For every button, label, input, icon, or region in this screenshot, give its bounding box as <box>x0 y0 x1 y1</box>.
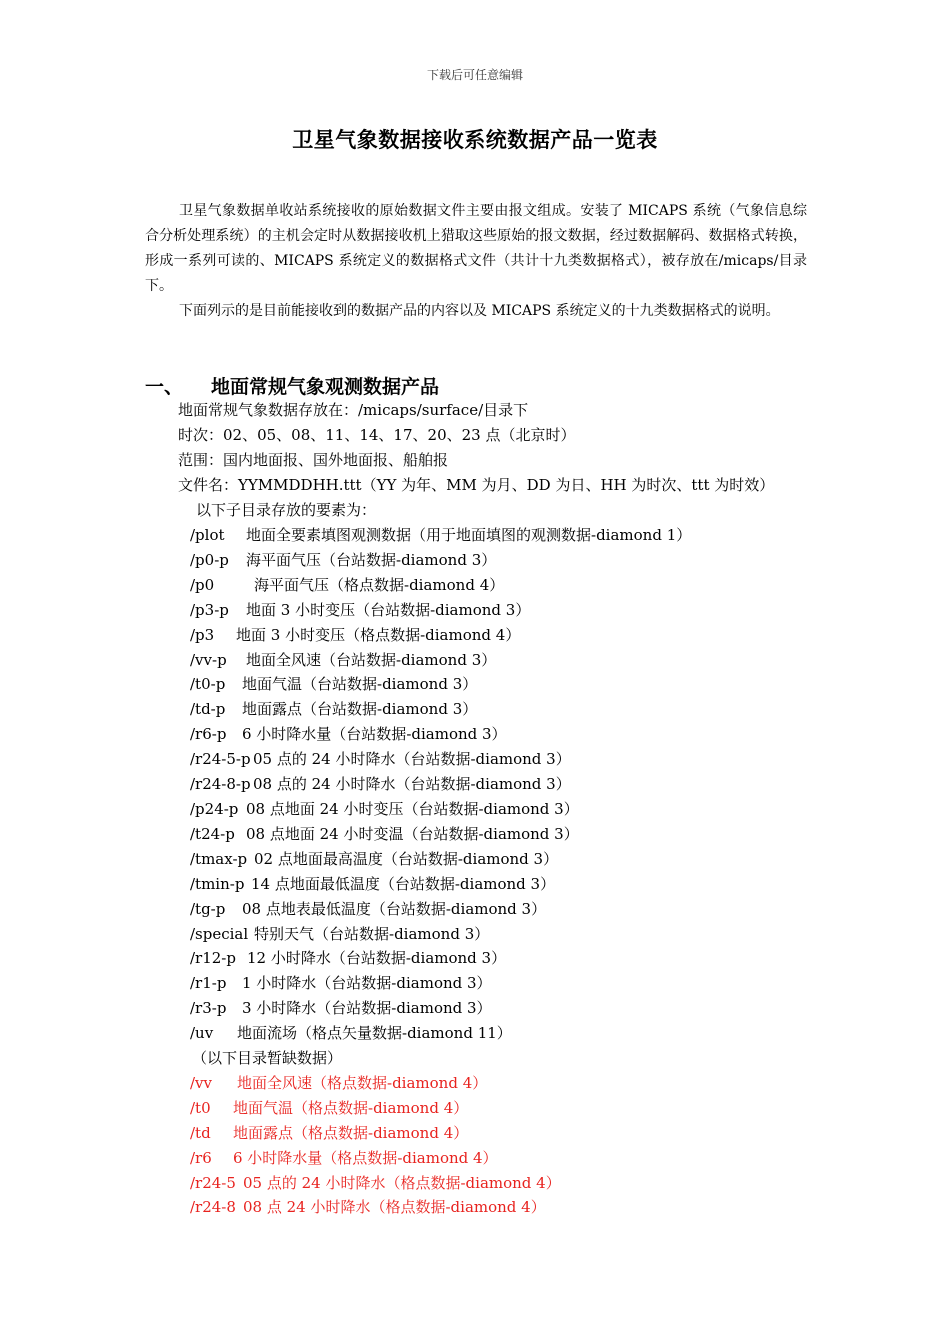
directory-row <box>190 1195 691 1220</box>
directory-row <box>190 946 691 971</box>
directory-path: /uv <box>190 1024 214 1043</box>
directory-description: 海平面气压（格点数据-diamond 4） <box>254 575 505 594</box>
filename-line: 文件名：YYMMDDHH.ttt（YY 为年、MM 为月、DD 为日、HH 为时次、ttt 为时效） <box>178 476 775 494</box>
intro-paragraph-1: 卫星气象数据单收站系统接收的原始数据文件主要由报文组成。安装了 MICAPS 系统（气象信息综合分析处理系统）的主机会定时从数据接收机上猎取这些原始的报文数据，经过数据解码、数据格式转换，形成一系列可读的、MICAPS 系统定义的数据格式文件（共计十九类数据格式），被存放在/micaps/目录下。 <box>145 203 807 294</box>
directory-path: /r24-8 <box>190 1198 236 1217</box>
directory-list <box>190 523 691 1220</box>
directory-path: /vv-p <box>190 650 227 669</box>
directory-description: 地面全要素填图观测数据（用于地面填图的观测数据-diamond 1） <box>246 526 692 544</box>
directory-row <box>190 847 691 872</box>
directory-description: 地面 3 小时变压（格点数据-diamond 4） <box>236 625 521 644</box>
directory-description: 地面气温（格点数据-diamond 4） <box>233 1098 469 1117</box>
directory-description: 地面 3 小时变压（台站数据-diamond 3） <box>246 600 531 619</box>
directory-description: 6 小时降水量（台站数据-diamond 3） <box>242 725 507 744</box>
directory-row <box>190 573 691 598</box>
header-note: 下载后可任意编辑 <box>426 68 523 82</box>
directory-path: /td <box>190 1123 211 1142</box>
directory-description: 02 点地面最高温度（台站数据-diamond 3） <box>254 849 559 868</box>
section-title: 地面常规气象观测数据产品 <box>211 376 440 398</box>
directory-description: 特别天气（台站数据-diamond 3） <box>254 924 490 943</box>
directory-row <box>190 648 691 673</box>
directory-path: /tg-p <box>190 899 226 918</box>
directory-path: /td-p <box>190 700 226 719</box>
directory-row <box>190 897 691 922</box>
directory-path: /plot <box>190 526 225 544</box>
directory-path: /p3-p <box>190 600 229 619</box>
directory-path: /tmax-p <box>190 849 248 868</box>
directory-row <box>190 797 691 822</box>
directory-description: 1 小时降水（台站数据-diamond 3） <box>242 974 492 993</box>
directory-description: 地面气温（台站数据-diamond 3） <box>242 675 478 694</box>
subdir-intro: 以下子目录存放的要素为： <box>196 501 377 519</box>
directory-description: 12 小时降水（台站数据-diamond 3） <box>247 949 507 968</box>
directory-description: 地面流场（格点矢量数据-diamond 11） <box>237 1024 512 1043</box>
intro-paragraph-2: 下面列示的是目前能接收到的数据产品的内容以及 MICAPS 系统定义的十九类数据格式的说明。 <box>179 303 780 319</box>
directory-description: 08 点的 24 小时降水（台站数据-diamond 3） <box>253 775 571 794</box>
intro-section <box>145 199 807 324</box>
directory-path: /p3 <box>190 625 215 644</box>
directory-description: 地面露点（格点数据-diamond 4） <box>233 1123 469 1142</box>
directory-path: /t0 <box>190 1098 211 1117</box>
directory-row <box>190 672 691 697</box>
directory-path: /special <box>190 924 249 943</box>
directory-path: /r1-p <box>190 974 227 993</box>
directory-row <box>190 697 691 722</box>
directory-path: /r24-8-p <box>190 775 251 794</box>
section-number: 一、 <box>145 376 184 398</box>
directory-path: /vv <box>190 1073 213 1092</box>
directory-path: /p0-p <box>190 550 229 569</box>
directory-path: /r3-p <box>190 999 227 1018</box>
directory-row <box>190 1171 691 1196</box>
directory-description: 05 点的 24 小时降水（台站数据-diamond 3） <box>253 750 571 769</box>
missing-data-note: （以下目录暂缺数据） <box>192 1049 343 1068</box>
directory-row <box>190 1021 691 1046</box>
directory-row <box>190 996 691 1021</box>
directory-path: /tmin-p <box>190 874 245 893</box>
directory-description: 海平面气压（台站数据-diamond 3） <box>246 550 497 569</box>
directory-path: /r12-p <box>190 949 236 968</box>
directory-description: 3 小时降水（台站数据-diamond 3） <box>242 999 492 1018</box>
directory-path: /p0 <box>190 575 215 594</box>
directory-row <box>190 1096 691 1121</box>
directory-row <box>190 722 691 747</box>
directory-row <box>190 922 691 947</box>
scope-line: 范围：国内地面报、国外地面报、船舶报 <box>178 451 449 469</box>
directory-path: /t0-p <box>190 675 226 694</box>
directory-row <box>190 822 691 847</box>
directory-row <box>190 1146 691 1171</box>
section-heading <box>145 372 439 399</box>
directory-row <box>190 747 691 772</box>
directory-description: 地面露点（台站数据-diamond 3） <box>242 700 478 719</box>
directory-path: /t24-p <box>190 824 235 843</box>
directory-path: /p24-p <box>190 799 239 818</box>
directory-row <box>190 548 691 573</box>
directory-row <box>190 523 691 548</box>
directory-row <box>190 1071 691 1096</box>
directory-description: 地面全风速（格点数据-diamond 4） <box>237 1073 488 1092</box>
section-info <box>178 398 774 523</box>
directory-path: /r24-5 <box>190 1173 236 1192</box>
times-line: 时次：02、05、08、11、14、17、20、23 点（北京时） <box>178 426 576 444</box>
directory-description: 08 点地表最低温度（台站数据-diamond 3） <box>242 899 547 918</box>
directory-row <box>190 971 691 996</box>
directory-path: /r6 <box>190 1148 212 1167</box>
directory-path: /r24-5-p <box>190 750 251 769</box>
directory-description: 地面全风速（台站数据-diamond 3） <box>246 650 497 669</box>
directory-row <box>190 598 691 623</box>
storage-line: 地面常规气象数据存放在：/micaps/surface/目录下 <box>178 401 529 419</box>
directory-row <box>190 772 691 797</box>
directory-description: 6 小时降水量（格点数据-diamond 4） <box>233 1148 498 1167</box>
directory-path: /r6-p <box>190 725 227 744</box>
directory-description: 05 点的 24 小时降水（格点数据-diamond 4） <box>243 1173 561 1192</box>
document-title: 卫星气象数据接收系统数据产品一览表 <box>292 127 658 152</box>
directory-row <box>190 623 691 648</box>
directory-description: 08 点 24 小时降水（格点数据-diamond 4） <box>243 1198 546 1217</box>
directory-row <box>190 1121 691 1146</box>
directory-description: 08 点地面 24 小时变温（台站数据-diamond 3） <box>246 824 579 843</box>
directory-row <box>190 872 691 897</box>
directory-description: 08 点地面 24 小时变压（台站数据-diamond 3） <box>246 799 579 818</box>
directory-description: 14 点地面最低温度（台站数据-diamond 3） <box>251 874 556 893</box>
